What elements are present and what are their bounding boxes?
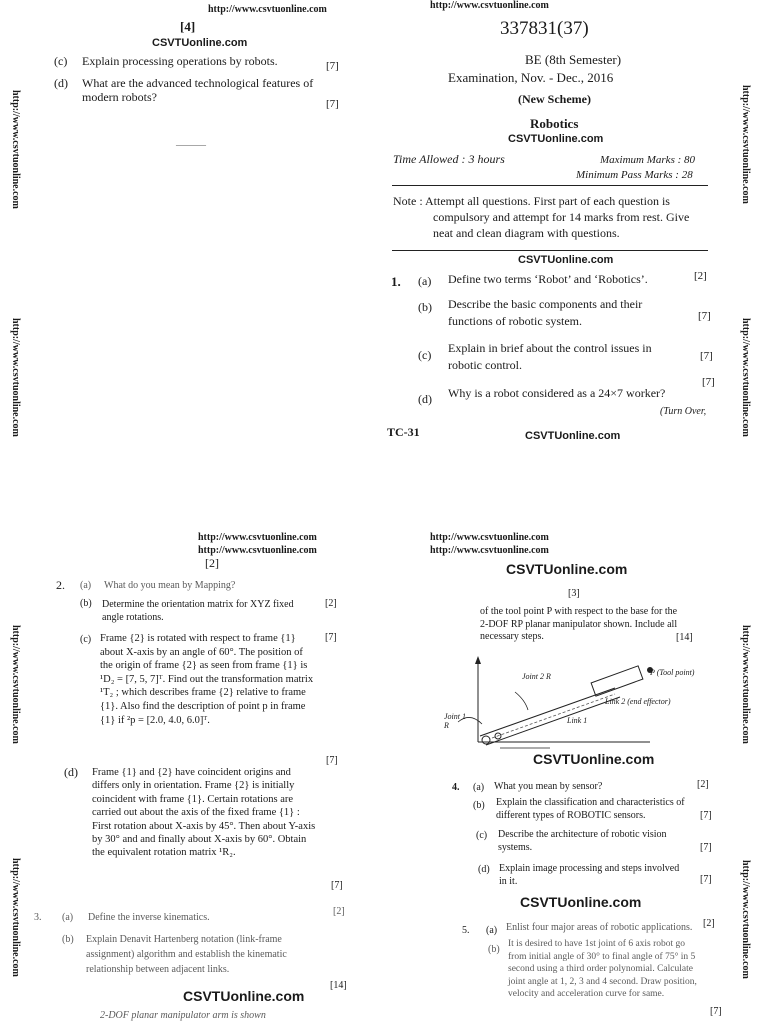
semester: BE (8th Semester): [525, 52, 622, 67]
q5-number: 5.: [462, 925, 470, 936]
fig-label-joint1: Joint 1 R: [444, 712, 466, 730]
q2b-text: Determine the orientation matrix for XYZ fixed angle rotations.: [102, 599, 294, 623]
q1c-text: Explain in brief about the control issues in robotic control.: [448, 341, 652, 372]
fig-label-tool-point: P (Tool point): [650, 668, 695, 677]
page1-qc-marks: [7]: [326, 60, 339, 72]
q4c-marks: [7]: [700, 842, 712, 853]
page1-qd-label: (d): [54, 76, 68, 90]
page1-qc-label: (c): [54, 54, 68, 68]
q2-number: 2.: [56, 578, 65, 592]
rp-manipulator-diagram: [440, 652, 730, 750]
q5a-label: (a): [486, 925, 498, 936]
q3b-text: Explain Denavit Hartenberg notation (link-frame assignment) algorithm and establish the kinematic relationship between adjacent links.: [86, 934, 287, 975]
page1-brand: CSVTUonline.com: [152, 37, 248, 49]
q4c-text: Describe the architecture of robotic vision systems.: [498, 829, 667, 853]
q1d-marks: [7]: [702, 376, 715, 388]
q2a-label: (a): [80, 580, 92, 591]
q3a-label: (a): [62, 912, 74, 923]
page2-brand: CSVTUonline.com: [508, 133, 604, 145]
max-marks: Maximum Marks : 80: [600, 154, 696, 166]
fig-label-link1: Link 1: [567, 716, 588, 725]
turn-over: (Turn Over,: [660, 406, 707, 417]
q3a-marks: [2]: [333, 906, 345, 917]
scheme: (New Scheme): [518, 92, 591, 106]
page3-page-number: [2]: [205, 556, 219, 570]
page1-qc-text: Explain processing operations by robots.: [82, 54, 278, 68]
q4d-text: Explain image processing and steps involved in it.: [499, 863, 680, 887]
fig-label-link2: Link 2 (end effector): [605, 697, 671, 706]
page1-qd-text: What are the advanced technological features of modern robots?: [82, 76, 314, 104]
q5b-marks: [7]: [710, 1006, 722, 1017]
fig-label-joint2: Joint 2 R: [522, 672, 551, 681]
page3-url-2: http://www.csvtuonline.com: [198, 545, 317, 556]
q2b-marks: [7]: [325, 632, 337, 643]
q5a-text: Enlist four major areas of robotic applications.: [506, 922, 693, 933]
q3b-label: (b): [62, 934, 74, 945]
q2c-text: Frame {2} is rotated with respect to frame {1} about X-axis by an angle of 60°. The position of the origin of frame {2} as seen from frame {1} is ¹D₂ = [7, 5, 7]ᵀ. Find out the transformation matrix ¹T₂ ; which describes frame {2} relative to frame {1}. Also find the description of point p in frame {1} if ²p = [2.0, 4.0, 6.0]ᵀ.: [100, 633, 314, 726]
page3-brand: CSVTUonline.com: [183, 988, 305, 1004]
page1-qd-marks: [7]: [326, 98, 339, 110]
q4b-marks: [7]: [700, 810, 712, 821]
side-url-left-mid: http://www.csvtuonline.com: [10, 318, 21, 437]
page4-url-2: http://www.csvtuonline.com: [430, 545, 549, 556]
q4a-marks: [2]: [697, 779, 709, 790]
side-url-right-mid: http://www.csvtuonline.com: [740, 318, 751, 437]
q1-number: 1.: [391, 274, 401, 289]
q2c-marks: [7]: [326, 755, 338, 766]
q1a-marks: [2]: [694, 270, 707, 282]
page4-page-number: [3]: [568, 588, 580, 599]
q1a-text: Define two terms ‘Robot’ and ‘Robotics’.: [448, 272, 648, 286]
q4a-text: What you mean by sensor?: [494, 781, 603, 792]
q1b-marks: [7]: [698, 310, 711, 322]
q1c-label: (c): [418, 348, 432, 362]
q4d-label: (d): [478, 864, 490, 875]
q2c-label: (c): [80, 634, 92, 645]
q5a-marks: [2]: [703, 918, 715, 929]
q3-number: 3.: [34, 912, 42, 923]
q4b-label: (b): [473, 800, 485, 811]
q5b-label: (b): [488, 944, 500, 955]
page3-url-1: http://www.csvtuonline.com: [198, 532, 317, 543]
page2-footer-brand: CSVTUonline.com: [525, 430, 621, 442]
q2d-label: (d): [64, 765, 78, 779]
q2a-marks: [2]: [325, 598, 337, 609]
min-marks: Minimum Pass Marks : 28: [576, 169, 693, 181]
q1d-text: Why is a robot considered as a 24×7 worker?: [448, 386, 666, 400]
subject: Robotics: [530, 116, 579, 131]
q2b-label: (b): [80, 598, 92, 609]
q4d-marks: [7]: [700, 874, 712, 885]
page2-brand-2: CSVTUonline.com: [518, 254, 614, 266]
q1b-text: Describe the basic components and their functions of robotic system.: [448, 297, 643, 328]
page4-brand-3: CSVTUonline.com: [520, 894, 642, 910]
page4-intro: of the tool point P with respect to the base for the 2-DOF RP planar manipulator shown. Include all necessary steps.: [480, 606, 678, 642]
page2-url: http://www.csvtuonline.com: [430, 0, 549, 11]
page1-url: http://www.csvtuonline.com: [208, 4, 327, 15]
q3c-text: 2-DOF planar manipulator arm is shown: [100, 1010, 266, 1021]
footer-code: TC-31: [387, 425, 420, 439]
note-rule: [392, 250, 708, 251]
paper-code: 337831(37): [500, 18, 589, 39]
q1d-label: (d): [418, 392, 432, 406]
side-url-left-top: http://www.csvtuonline.com: [10, 90, 21, 209]
q4c-label: (c): [476, 830, 488, 841]
side-url-left-bottom: http://www.csvtuonline.com: [10, 858, 21, 977]
q4a-label: (a): [473, 782, 485, 793]
exam-note: Note : Attempt all questions. First part of each question is compulsory and attempt for 14 marks from rest. Give neat and clean diagram with questions.: [393, 194, 690, 240]
side-url-right-top: http://www.csvtuonline.com: [740, 85, 751, 204]
q2d-marks: [7]: [331, 880, 343, 891]
q1a-label: (a): [418, 274, 432, 288]
page4-brand-2: CSVTUonline.com: [533, 751, 655, 767]
q1c-marks: [7]: [700, 350, 713, 362]
page4-url-1: http://www.csvtuonline.com: [430, 532, 549, 543]
page1-dash: ———: [176, 140, 206, 151]
page4-intro-marks: [14]: [676, 632, 693, 643]
side-url-right-bottom: http://www.csvtuonline.com: [740, 860, 751, 979]
q2d-text: Frame {1} and {2} have coincident origins and differs only in orientation. Frame {2} is initially coincident with frame {1}. Certain rotations are carried out about the axis of the fixed frame {1} : First rotation about X-axis by 45°. Then about Y-axis by 30° and and finally about X-axis by 60°. Obtain the equivalent rotation matrix ¹R₂.: [92, 767, 316, 859]
q2a-text: What do you mean by Mapping?: [104, 580, 236, 591]
side-url-left-low: http://www.csvtuonline.com: [10, 625, 21, 744]
q1b-label: (b): [418, 300, 432, 314]
q5b-text: It is desired to have 1st joint of 6 axis robot go from initial angle of 30° to final angle of 75° in 5 second using a third order polynomial. Calculate joint angle at 1, 2, 3 and 4 second. Draw position, velocity and acceleration curve for same.: [508, 939, 697, 1000]
exam-session: Examination, Nov. - Dec., 2016: [448, 70, 614, 85]
q3b-marks: [14]: [330, 980, 347, 991]
q3a-text: Define the inverse kinematics.: [88, 912, 210, 923]
header-rule: [392, 185, 708, 186]
q4b-text: Explain the classification and characteristics of different types of ROBOTIC sensors.: [496, 797, 685, 821]
page1-page-number: [4]: [180, 19, 196, 34]
time-allowed: Time Allowed : 3 hours: [393, 152, 505, 166]
page4-brand: CSVTUonline.com: [506, 561, 628, 577]
q4-number: 4.: [452, 782, 460, 793]
side-url-right-low: http://www.csvtuonline.com: [740, 625, 751, 744]
